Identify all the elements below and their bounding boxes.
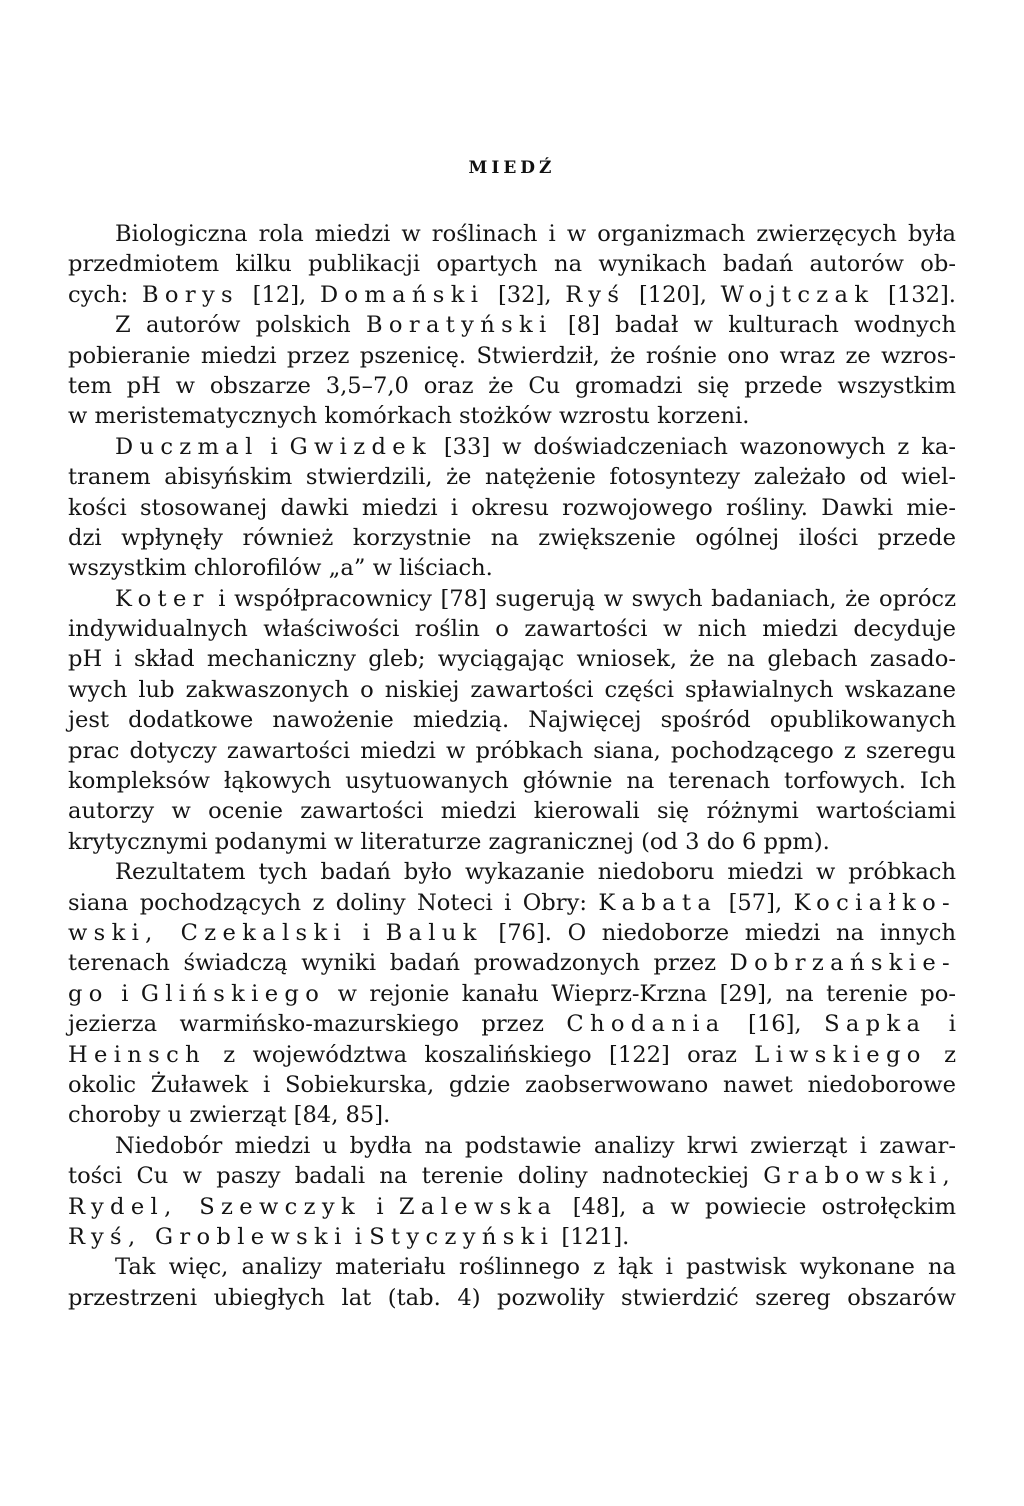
text-line (68, 1009, 956, 1039)
text-run: [33] w doświadczeniach wazonowych z ka- (431, 433, 957, 460)
author-name: go (68, 980, 109, 1007)
text-line (68, 614, 956, 644)
author-name: Boratyński (365, 312, 553, 339)
author-name: Wojtczak (720, 281, 875, 308)
text-line (68, 705, 956, 735)
text-run: i (347, 1223, 370, 1250)
text-line (68, 675, 956, 705)
author-name: Baluk (385, 919, 483, 946)
text-line (68, 736, 956, 766)
author-name: Dobrzańskie- (729, 950, 956, 977)
text-run: [121]. (554, 1223, 630, 1250)
text-run: kości stosowanej dawki miedzi i okresu rozwojowego rośliny. Dawki mie- (68, 494, 956, 521)
text-line (68, 796, 956, 826)
text-line (68, 523, 956, 553)
text-run: siana pochodzących z doliny Noteci i Obry: (68, 889, 599, 916)
text-line (68, 1161, 956, 1191)
text-run: pH i skład mechaniczny gleb; wyciągając wniosek, że na glebach zasado- (68, 646, 956, 673)
text-run: z (926, 1041, 956, 1068)
text-run: [16], (725, 1011, 825, 1038)
author-name: Glińskiego (140, 980, 326, 1007)
author-name: wski, Czekalski (68, 919, 348, 946)
text-run: wszystkim chlorofilów „a” w liściach. (68, 555, 493, 582)
author-name: Chodania (566, 1011, 726, 1038)
text-run: przestrzeni ubiegłych lat (tab. 4) pozwoliły stwierdzić szereg obszarów (68, 1284, 956, 1311)
text-line (68, 948, 956, 978)
author-name: Zalewska (398, 1193, 558, 1220)
author-name: Rydel, Szewczyk (68, 1193, 361, 1220)
text-run: i (108, 980, 141, 1007)
text-line (68, 1100, 956, 1130)
text-run: [132]. (874, 281, 956, 308)
author-name: Heinsch (68, 1041, 206, 1068)
text-line (68, 1040, 956, 1070)
text-run: i (926, 1011, 956, 1038)
text-run: w rejonie kanału Wieprz-Krzna [29], na terenie po- (325, 980, 956, 1007)
text-line (68, 827, 956, 857)
text-run: Rezultatem tych badań było wykazanie niedoboru miedzi w próbkach (115, 859, 956, 886)
text-run: [12], (238, 281, 320, 308)
text-run: okolic Żuławek i Sobiekurska, gdzie zaobserwowano nawet niedoborowe (68, 1071, 956, 1098)
text-line (68, 553, 956, 583)
author-name: Domański (319, 281, 485, 308)
author-name: Kabata (598, 889, 718, 916)
text-run: i (347, 919, 386, 946)
text-run: Z autorów polskich (115, 312, 366, 339)
author-name: Grabowski, (763, 1163, 956, 1190)
author-name: Gwizdek (289, 433, 432, 460)
author-name: Styczyński (369, 1223, 555, 1250)
text-line (68, 341, 956, 371)
text-run: tości Cu w paszy badali na terenie doliny nadnoteckiej (68, 1163, 764, 1190)
text-run: jest dodatkowe nawożenie miedzią. Najwięcej spośród opublikowanych (68, 707, 956, 734)
text-line (68, 1283, 956, 1313)
text-run: wych lub zakwaszonych o niskiej zawartości części spławialnych wskazane (68, 676, 956, 703)
text-run: w meristematycznych komórkach stożków wzrostu korzeni. (68, 403, 750, 430)
author-name: Borys (141, 281, 239, 308)
text-line (68, 644, 956, 674)
text-run: terenach świadczą wyniki badań prowadzonych przez (68, 950, 730, 977)
text-line (68, 493, 956, 523)
text-run: cych: (68, 281, 142, 308)
text-line (68, 584, 956, 614)
text-line (68, 401, 956, 431)
text-line (68, 766, 956, 796)
author-name: Ryś (565, 281, 626, 308)
text-line (68, 249, 956, 279)
text-run: tem pH w obszarze 3,5–7,0 oraz że Cu gromadzi się przede wszystkim (68, 372, 956, 399)
text-run: indywidualnych właściwości roślin o zawartości w nich miedzi decyduje (68, 616, 956, 643)
text-run: jezierza warmińsko-mazurskiego przez (68, 1011, 567, 1038)
text-line (68, 432, 956, 462)
text-line (68, 280, 956, 310)
text-line (68, 462, 956, 492)
text-run: choroby u zwierząt [84, 85]. (68, 1102, 391, 1129)
author-name: Sapka (824, 1011, 927, 1038)
text-line (68, 1131, 956, 1161)
text-run: [76]. O niedoborze miedzi na innych (482, 919, 956, 946)
author-name: Duczmal (115, 433, 259, 460)
text-run: kompleksów łąkowych usytuowanych głównie na terenach torfowych. Ich (68, 768, 956, 795)
text-line (68, 918, 956, 948)
text-line (68, 1252, 956, 1282)
text-run: tranem abisyńskim stwierdzili, że natężenie fotosyntezy zależało od wiel- (68, 464, 956, 491)
text-line (68, 979, 956, 1009)
text-run: [48], a w powiecie ostrołęckim (557, 1193, 957, 1220)
text-line (68, 219, 956, 249)
text-run: Biologiczna rola miedzi w roślinach i w organizmach zwierzęcych była (115, 221, 956, 247)
text-run: prac dotyczy zawartości miedzi w próbkach siana, pochodzącego z szeregu (68, 737, 956, 764)
text-run: [8] badał w kulturach wodnych (552, 312, 956, 339)
text-run: i (360, 1193, 399, 1220)
text-line (68, 310, 956, 340)
text-run: przedmiotem kilku publikacji opartych na wynikach badań autorów ob- (68, 251, 956, 278)
text-line (68, 1192, 956, 1222)
text-run: z województwa koszalińskiego [122] oraz (205, 1041, 755, 1068)
text-run: [32], (484, 281, 566, 308)
section-heading: MIEDŹ (468, 158, 556, 178)
text-line (68, 857, 956, 887)
text-line (68, 888, 956, 918)
text-run: [120], (625, 281, 721, 308)
text-line (68, 371, 956, 401)
text-run: [57], (717, 889, 794, 916)
text-line (68, 1222, 956, 1252)
text-run: krytycznymi podanymi w literaturze zagranicznej (od 3 do 6 ppm). (68, 828, 830, 855)
text-run: pobieranie miedzi przez pszenicę. Stwierdził, że rośnie ono wraz ze wzros- (68, 342, 956, 369)
text-run: i (258, 433, 290, 460)
text-run: i współpracownicy [78] sugerują w swych badaniach, że oprócz (209, 585, 956, 612)
author-name: Koter (115, 585, 210, 612)
text-run: autorzy w ocenie zawartości miedzi kierowali się różnymi wartościami (68, 798, 956, 825)
text-run: dzi wpłynęły również korzystnie na zwiększenie ogólnej ilości przede (68, 524, 956, 551)
text-run: Niedobór miedzi u bydła na podstawie analizy krwi zwierząt i zawar- (115, 1132, 956, 1159)
text-run: Tak więc, analizy materiału roślinnego z łąk i pastwisk wykonane na (115, 1254, 956, 1281)
text-line (68, 1070, 956, 1100)
body-text (68, 219, 956, 1313)
author-name: Ryś, Groblewski (68, 1223, 348, 1250)
author-name: Kociałko- (793, 889, 956, 916)
author-name: Liwskiego (754, 1041, 927, 1068)
